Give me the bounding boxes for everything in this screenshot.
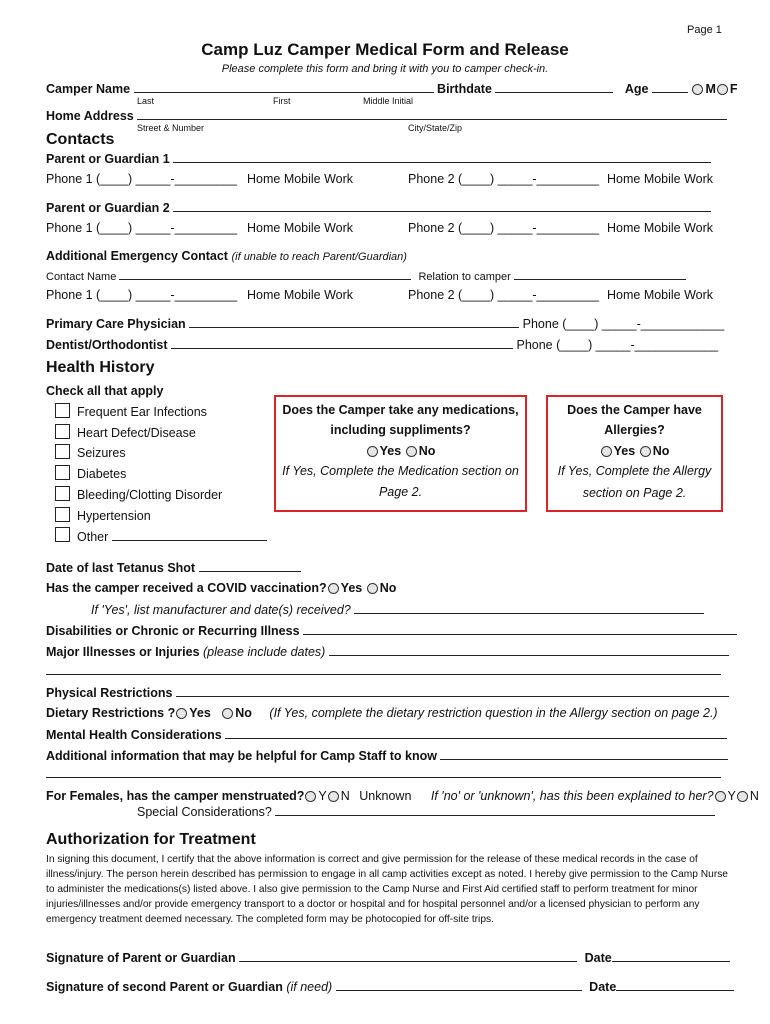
- sex-f-label: F: [729, 82, 738, 96]
- signature2-row: [46, 979, 734, 994]
- additional-info-row: [46, 748, 728, 763]
- health-history-heading: Health History: [46, 359, 155, 376]
- medication-yes-label: Yes: [379, 444, 402, 458]
- condition-checkbox-ear[interactable]: [55, 403, 70, 418]
- birthdate-field[interactable]: [495, 81, 613, 93]
- mental-health-label: Mental Health Considerations: [46, 728, 222, 742]
- major-illness-row: [46, 644, 729, 659]
- guardian1-phone2-type[interactable]: Home Mobile Work: [607, 172, 714, 186]
- covid-no-radio[interactable]: [367, 583, 378, 594]
- medication-no-radio[interactable]: [406, 446, 417, 457]
- dietary-row: [46, 706, 718, 720]
- allergy-note-2: section on Page 2.: [582, 486, 687, 500]
- special-considerations-field[interactable]: [275, 804, 715, 816]
- signature2-date-label: Date: [589, 980, 617, 994]
- birthdate-label: Birthdate: [437, 82, 492, 96]
- dietary-no-label: No: [235, 706, 252, 720]
- dentist-label: Dentist/Orthodontist: [46, 338, 168, 352]
- guardian1-phone1[interactable]: Phone 1 (____) _____-_________: [46, 172, 238, 186]
- major-illness-extra-line[interactable]: [46, 674, 721, 675]
- allergy-yes-no: [546, 444, 723, 458]
- condition-checkbox-bleeding[interactable]: [55, 486, 70, 501]
- signature2-field[interactable]: [336, 979, 582, 991]
- last-caption: Last: [137, 96, 155, 106]
- additional-info-label: Additional information that may be helpful for Camp Staff to know: [46, 749, 437, 763]
- additional-phone1[interactable]: Phone 1 (____) _____-_________: [46, 288, 238, 302]
- signature1-label: Signature of Parent or Guardian: [46, 951, 236, 965]
- dentist-phone[interactable]: Phone (____) _____-____________: [516, 338, 719, 352]
- additional-contact-note: (if unable to reach Parent/Guardian): [231, 251, 407, 263]
- relation-label: Relation to camper: [418, 271, 511, 283]
- guardian2-phone1-type[interactable]: Home Mobile Work: [247, 221, 354, 235]
- guardian1-row: [46, 151, 711, 166]
- pcp-label: Primary Care Physician: [46, 317, 186, 331]
- dietary-no-radio[interactable]: [222, 708, 233, 719]
- mental-health-row: [46, 727, 727, 742]
- medication-no-label: No: [418, 444, 436, 458]
- disabilities-row: [46, 623, 737, 638]
- allergy-yes-radio[interactable]: [601, 446, 612, 457]
- condition-checkbox-seizures[interactable]: [55, 444, 70, 459]
- dietary-note: (If Yes, complete the dietary restriction question in the Allergy section on page 2.): [269, 706, 718, 720]
- disabilities-label: Disabilities or Chronic or Recurring Illness: [46, 624, 300, 638]
- relation-field[interactable]: [514, 270, 686, 280]
- tetanus-field[interactable]: [199, 560, 301, 572]
- dietary-yes-label: Yes: [189, 706, 211, 720]
- additional-phone1-type[interactable]: Home Mobile Work: [247, 288, 354, 302]
- menstruated-label: For Females, has the camper menstruated?: [46, 789, 305, 803]
- additional-info-extra-line[interactable]: [46, 777, 721, 778]
- allergy-note-1: If Yes, Complete the Allergy: [557, 464, 712, 478]
- explained-n-label: N: [749, 789, 759, 803]
- page-label: Page 1: [687, 24, 722, 36]
- condition-label-diabetes: Diabetes: [77, 467, 127, 481]
- medication-question-2: including suppliments?: [330, 423, 471, 437]
- home-address-row: [46, 108, 727, 123]
- condition-label-bleeding: Bleeding/Clotting Disorder: [77, 488, 223, 502]
- guardian2-phone1[interactable]: Phone 1 (____) _____-_________: [46, 221, 238, 235]
- physical-row: [46, 685, 729, 700]
- condition-checkbox-other[interactable]: [55, 527, 70, 542]
- signature1-field[interactable]: [239, 950, 577, 962]
- additional-phone2-type[interactable]: Home Mobile Work: [607, 288, 714, 302]
- contacts-heading: Contacts: [46, 131, 115, 148]
- signature2-date-field[interactable]: [616, 979, 734, 991]
- condition-other-field[interactable]: [112, 529, 267, 541]
- explained-y-label: Y: [727, 789, 736, 803]
- major-illness-label: Major Illnesses or Injuries: [46, 645, 200, 659]
- camper-name-row: [46, 81, 738, 96]
- covid-followup-field[interactable]: [354, 602, 704, 614]
- guardian2-phone2-type[interactable]: Home Mobile Work: [607, 221, 714, 235]
- signature2-label: Signature of second Parent or Guardian: [46, 980, 283, 994]
- medication-note-2: Page 2.: [378, 485, 423, 499]
- page-title: Camp Luz Camper Medical Form and Release: [201, 40, 569, 59]
- physical-field[interactable]: [176, 685, 729, 697]
- dentist-row: [46, 337, 718, 352]
- guardian1-field[interactable]: [173, 151, 711, 163]
- medication-yes-radio[interactable]: [367, 446, 378, 457]
- additional-contact-heading: [46, 249, 407, 263]
- city-caption: City/State/Zip: [408, 123, 463, 133]
- medication-note-1: If Yes, Complete the Medication section on: [282, 464, 519, 478]
- medication-question-1: Does the Camper take any medications,: [282, 403, 519, 417]
- contact-name-field[interactable]: [119, 270, 411, 280]
- condition-checkbox-heart[interactable]: [55, 424, 70, 439]
- condition-other-row: [77, 529, 267, 544]
- guardian1-phone2[interactable]: Phone 2 (____) _____-_________: [408, 172, 600, 186]
- covid-label: Has the camper received a COVID vaccination?: [46, 581, 327, 595]
- covid-followup-label: If 'Yes', list manufacturer and date(s) received?: [91, 603, 351, 617]
- sex-m-radio[interactable]: [692, 84, 703, 95]
- covid-followup-row: [91, 602, 704, 617]
- condition-checkbox-hypertension[interactable]: [55, 507, 70, 522]
- covid-row: [46, 581, 396, 595]
- special-considerations-row: [137, 804, 715, 819]
- camper-name-label: Camper Name: [46, 82, 131, 96]
- signature1-row: [46, 950, 730, 965]
- middle-caption: Middle Initial: [363, 96, 414, 106]
- medication-yes-no: [274, 444, 527, 458]
- dentist-field[interactable]: [171, 337, 513, 349]
- menstruated-unknown-label[interactable]: Unknown: [359, 789, 412, 803]
- condition-checkbox-diabetes[interactable]: [55, 465, 70, 480]
- menstruated-n-label: N: [340, 789, 350, 803]
- signature2-note: (if need): [286, 980, 333, 994]
- check-all-label: Check all that apply: [46, 384, 164, 398]
- sex-f-radio[interactable]: [717, 84, 728, 95]
- allergy-no-label: No: [652, 444, 670, 458]
- authorization-text: In signing this document, I certify that the above information is correct and give permission for the release of these medical records in the case of illness/injury. The person herein described has permission to engage in all camp activities except as noted. I hereby give permission to the Camp Nurse to administer the medications(s) listed above. I also give permission to the Camp Nurse and First Aid certified staff to perform treatment for minor injuries/illnesses and/or provide emergency transport to a doctor or hospital and for hospital personnel and/or a licensed physician to perform any emergency treatment deemed necessary. The completed form may be photocopied for off-site trips.: [46, 854, 728, 925]
- pcp-field[interactable]: [189, 316, 519, 328]
- first-caption: First: [273, 96, 291, 106]
- condition-label-heart: Heart Defect/Disease: [77, 426, 196, 440]
- age-field[interactable]: [652, 81, 688, 93]
- explained-label: If 'no' or 'unknown', has this been explained to her?: [430, 789, 714, 803]
- covid-yes-label: Yes: [340, 581, 363, 595]
- tetanus-row: [46, 560, 301, 575]
- major-illness-note: (please include dates): [203, 645, 326, 659]
- condition-label-other: Other: [77, 530, 109, 544]
- contact-name-label: Contact Name: [46, 271, 117, 283]
- covid-yes-radio[interactable]: [328, 583, 339, 594]
- disabilities-field[interactable]: [303, 623, 737, 635]
- mental-health-field[interactable]: [225, 727, 727, 739]
- additional-contact-label: Additional Emergency Contact: [46, 249, 228, 263]
- home-address-label: Home Address: [46, 109, 134, 123]
- dietary-label: Dietary Restrictions ?: [46, 706, 176, 720]
- guardian2-field[interactable]: [173, 200, 711, 212]
- allergy-no-radio[interactable]: [640, 446, 651, 457]
- guardian1-label: Parent or Guardian 1: [46, 152, 170, 166]
- menstruated-y-radio[interactable]: [305, 791, 316, 802]
- guardian2-phone2[interactable]: Phone 2 (____) _____-_________: [408, 221, 600, 235]
- street-caption: Street & Number: [137, 123, 205, 133]
- menstruated-n-radio[interactable]: [328, 791, 339, 802]
- major-illness-field[interactable]: [329, 644, 729, 656]
- authorization-heading: Authorization for Treatment: [46, 831, 256, 848]
- special-considerations-label: Special Considerations?: [137, 805, 272, 819]
- additional-phone2[interactable]: Phone 2 (____) _____-_________: [408, 288, 600, 302]
- menstruated-row: [46, 789, 759, 803]
- contact-name-row: [46, 270, 686, 283]
- additional-info-field[interactable]: [440, 748, 728, 760]
- guardian2-label: Parent or Guardian 2: [46, 201, 170, 215]
- pcp-phone[interactable]: Phone (____) _____-____________: [522, 317, 725, 331]
- signature1-date-field[interactable]: [612, 950, 730, 962]
- physical-label: Physical Restrictions: [46, 686, 173, 700]
- guardian1-phone1-type[interactable]: Home Mobile Work: [247, 172, 354, 186]
- explained-n-radio[interactable]: [737, 791, 748, 802]
- condition-label-ear: Frequent Ear Infections: [77, 405, 207, 419]
- home-address-field[interactable]: [137, 108, 727, 120]
- page-subtitle: Please complete this form and bring it with you to camper check-in.: [221, 63, 549, 75]
- allergy-question-1: Does the Camper have: [567, 403, 702, 417]
- covid-no-label: No: [379, 581, 397, 595]
- menstruated-y-label: Y: [318, 789, 327, 803]
- allergy-question-2: Allergies?: [604, 423, 665, 437]
- camper-name-field[interactable]: [134, 81, 434, 93]
- condition-label-seizures: Seizures: [77, 446, 126, 460]
- sex-m-label: M: [705, 82, 716, 96]
- allergy-yes-label: Yes: [613, 444, 636, 458]
- guardian2-row: [46, 200, 711, 215]
- tetanus-label: Date of last Tetanus Shot: [46, 561, 196, 575]
- dietary-yes-radio[interactable]: [176, 708, 187, 719]
- pcp-row: [46, 316, 724, 331]
- signature1-date-label: Date: [584, 951, 612, 965]
- condition-label-hypertension: Hypertension: [77, 509, 151, 523]
- age-label: Age: [624, 82, 649, 96]
- explained-y-radio[interactable]: [715, 791, 726, 802]
